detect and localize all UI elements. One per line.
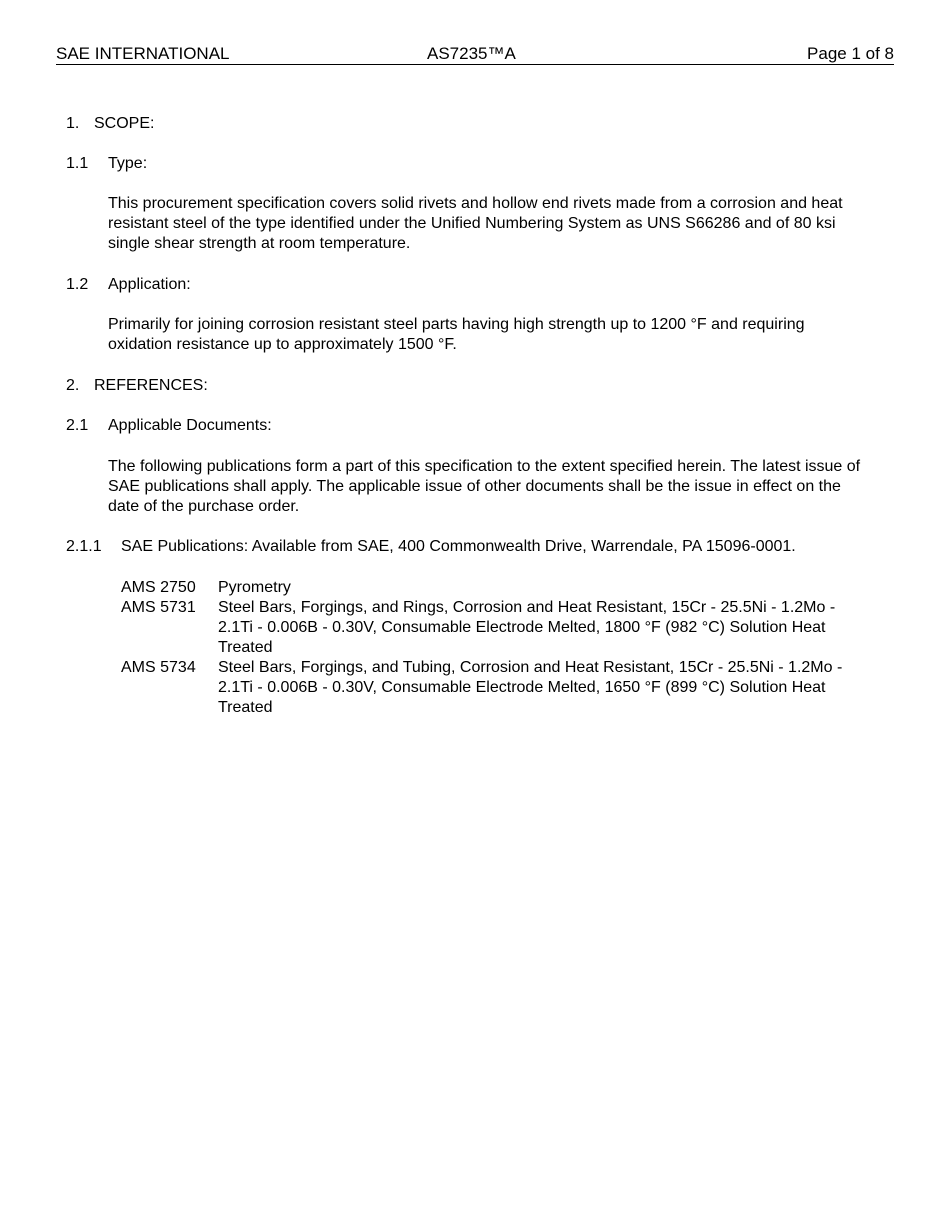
section-1-number: 1. [66,115,80,132]
header-organization: SAE INTERNATIONAL [56,44,230,63]
header-page-number: Page 1 of 8 [807,44,894,63]
section-1-2-number: 1.2 [66,276,89,293]
section-1-2-heading: Application: [108,276,191,293]
section-2-heading: REFERENCES: [94,377,208,394]
section-2-1-1-text: SAE Publications: Available from SAE, 400 Commonwealth Drive, Warrendale, PA 15096-0001. [121,538,796,555]
section-1-1-heading: Type: [108,155,148,172]
reference-title: Steel Bars, Forgings, and Tubing, Corrosion and Heat Resistant, 15Cr - 25.5Ni - 1.2Mo - 2.1Ti - 0.006B - 0.30V, Consumable Electrode Melted, 1650 °F (899 °C) Solution Heat Treated [218,659,843,716]
page-header [56,44,894,65]
reference-code: AMS 2750 [121,579,196,596]
section-2-1-number: 2.1 [66,417,89,434]
section-2-number: 2. [66,377,80,394]
header-document-number: AS7235™A [427,44,516,63]
section-2-1-heading: Applicable Documents: [108,417,272,434]
reference-code: AMS 5734 [121,659,196,676]
section-2-1-1-number: 2.1.1 [66,538,102,555]
reference-title: Pyrometry [218,579,291,596]
section-1-1-number: 1.1 [66,155,89,172]
reference-code: AMS 5731 [121,599,196,616]
section-1-2-body: Primarily for joining corrosion resistant steel parts having high strength up to 1200 °F and requiring oxidation resistance up to approximately 1500 °F. [108,316,805,353]
section-1-1-body: This procurement specification covers solid rivets and hollow end rivets made from a corrosion and heat resistant steel of the type identified under the Unified Numbering System as UNS S66286 and of 80 ksi single shear strength at room temperature. [108,195,843,252]
section-1-heading: SCOPE: [94,115,155,132]
reference-title: Steel Bars, Forgings, and Rings, Corrosion and Heat Resistant, 15Cr - 25.5Ni - 1.2Mo - 2.1Ti - 0.006B - 0.30V, Consumable Electrode Melted, 1800 °F (982 °C) Solution Heat Treated [218,599,836,656]
section-2-1-body: The following publications form a part of this specification to the extent specified herein. The latest issue of SAE publications shall apply. The applicable issue of other documents shall be the issue in effect on the date of the purchase order. [108,458,861,515]
